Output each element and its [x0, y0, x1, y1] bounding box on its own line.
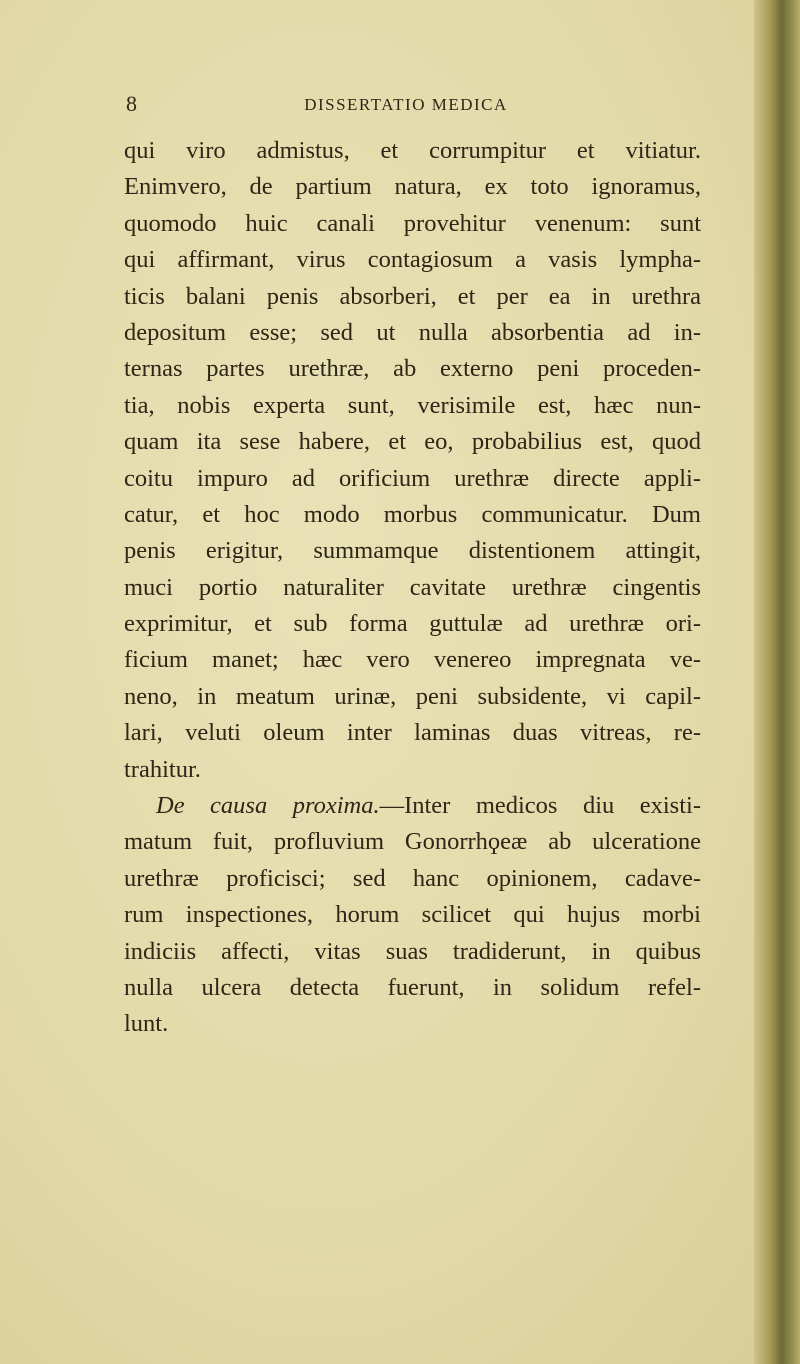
text-line: lunt.: [124, 1010, 169, 1038]
text-line: lari, veluti oleum inter laminas duas vitreas, re-: [124, 719, 701, 747]
text-line: penis erigitur, summamque distentionem attingit,: [124, 537, 701, 565]
text-line: ternas partes urethræ, ab externo peni proceden-: [124, 355, 701, 383]
text-line: depositum esse; sed ut nulla absorbentia ad in-: [124, 318, 701, 346]
page-header: [126, 91, 706, 121]
text-line: nulla ulcera detecta fuerunt, in solidum refel-: [124, 973, 701, 1001]
text-line: quam ita sese habere, et eo, probabilius est, quod: [124, 428, 701, 456]
text-line: coitu impuro ad orificium urethræ directe appli-: [124, 464, 701, 492]
page-binding-edge: [754, 0, 800, 1364]
text-line: quomodo huic canali provehitur venenum: sunt: [124, 209, 701, 237]
paragraph: [124, 824, 701, 1042]
text-line: trahitur.: [124, 755, 201, 783]
text-line: qui affirmant, virus contagiosum a vasis lympha-: [124, 246, 701, 274]
text-line: muci portio naturaliter cavitate urethræ cingentis: [124, 573, 701, 601]
text-line: rum inspectiones, horum scilicet qui hujus morbi: [124, 901, 701, 929]
text-line: catur, et hoc modo morbus communicatur. Dum: [124, 500, 701, 528]
text-line: indiciis affecti, vitas suas tradiderunt, in quibus: [124, 937, 701, 965]
paragraph: [124, 133, 701, 788]
text-line: matum fuit, profluvium Gonorrhϙeæ ab ulceratione: [124, 828, 701, 856]
section-heading: De causa proxima.: [156, 792, 380, 820]
text-line: tia, nobis experta sunt, verisimile est, hæc nun-: [124, 391, 701, 419]
running-title: DISSERTATIO MEDICA: [304, 95, 508, 114]
text-line: exprimitur, et sub forma guttulæ ad urethræ ori-: [124, 610, 701, 638]
text-line: ticis balani penis absorberi, et per ea in urethra: [124, 282, 701, 310]
section-first-line: [124, 788, 701, 824]
body-text: [124, 133, 701, 1043]
text-line: Enimvero, de partium natura, ex toto ignoramus,: [124, 173, 701, 201]
section-first-line-text: —Inter medicos diu existi-: [379, 792, 701, 820]
text-line: qui viro admistus, et corrumpitur et vitiatur.: [124, 137, 701, 164]
text-line: neno, in meatum urinæ, peni subsidente, vi capil-: [124, 682, 701, 710]
page-number: 8: [126, 91, 137, 116]
text-line: ficium manet; hæc vero venereo impregnata ve-: [124, 646, 701, 674]
text-line: urethræ proficisci; sed hanc opinionem, cadave-: [124, 864, 701, 892]
